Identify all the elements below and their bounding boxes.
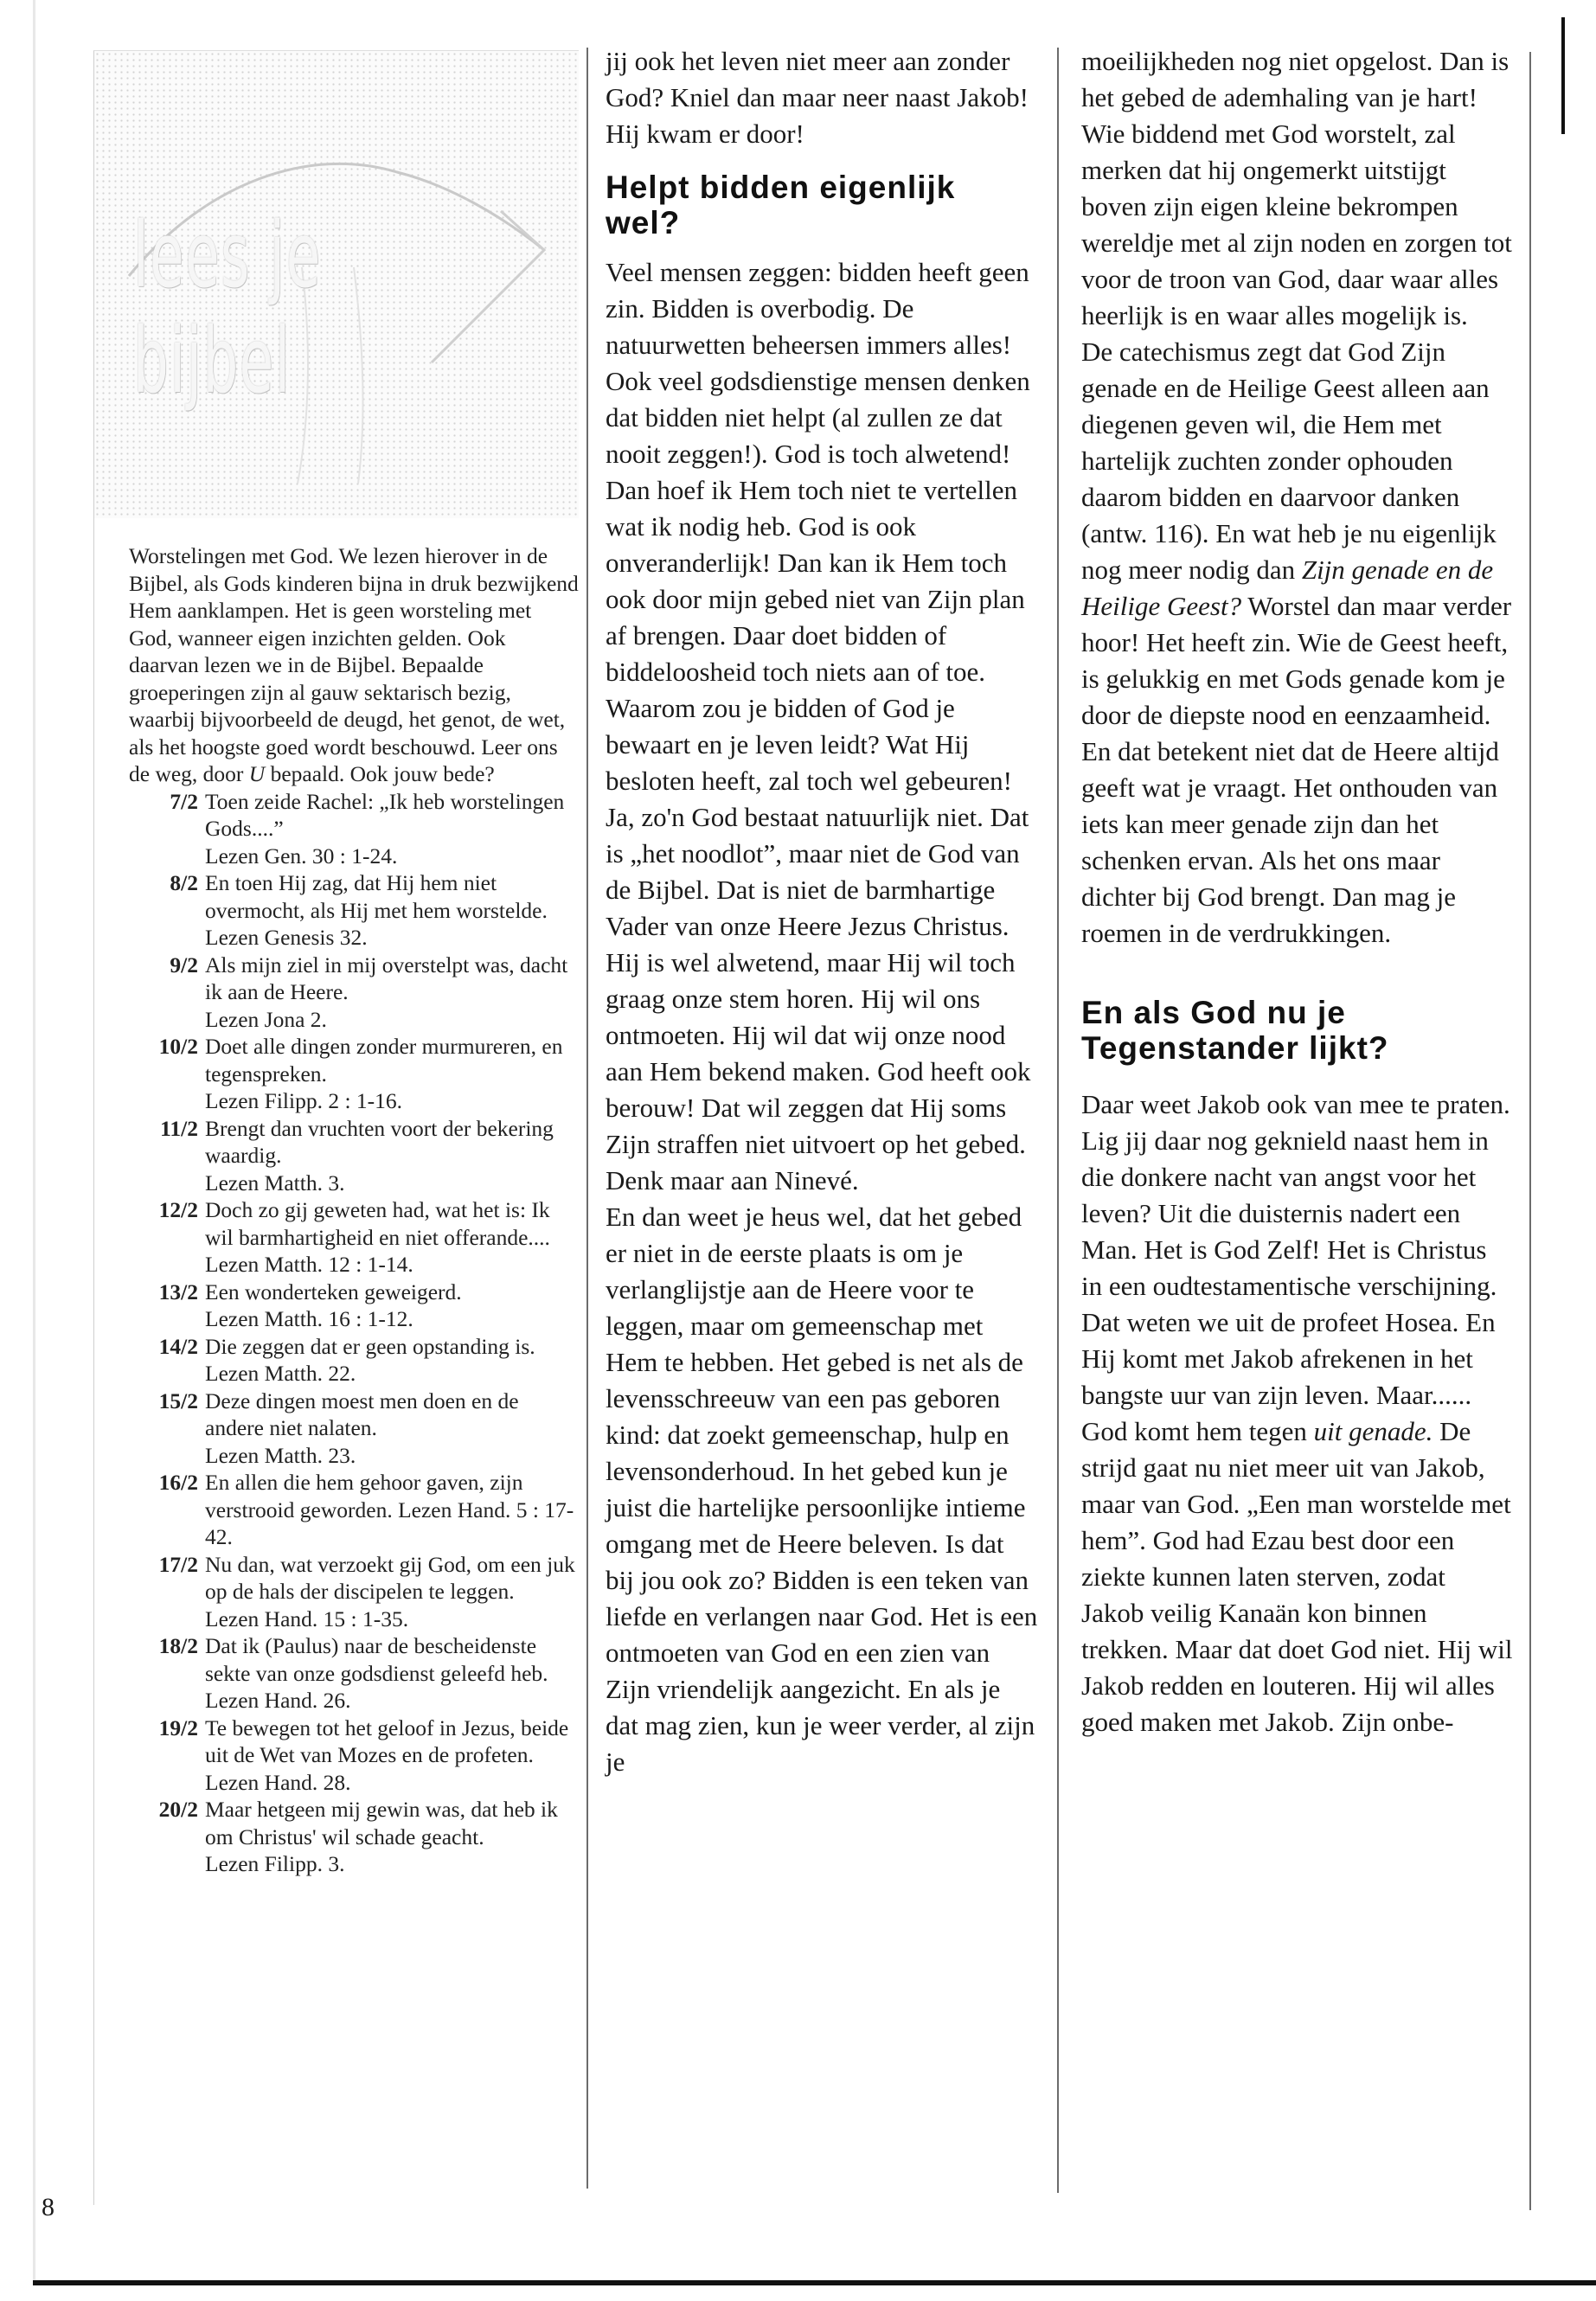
reading-text: Dat ik (Paulus) naar de bescheidenste sekte van onze godsdienst geleefd heb. (205, 1633, 548, 1686)
section-heading: Helpt bidden eigenlijk wel? (606, 170, 956, 240)
lees-je-bijbel-logo (94, 51, 579, 518)
reading-text: En allen die hem gehoor gaven, zijn verstrooid geworden. Lezen Hand. 5 : 17-42. (205, 1470, 574, 1549)
reading-reference: Lezen Matth. 16 : 1-12. (205, 1306, 413, 1331)
reading-text: Een wonderteken geweigerd. (205, 1279, 462, 1304)
reading-item (129, 1796, 579, 1878)
reading-date: 17/2 (158, 1551, 198, 1577)
column-divider (1057, 48, 1059, 2193)
reading-text: Die zeggen dat er geen opstanding is. (205, 1333, 535, 1359)
reading-schedule-sidebar (93, 50, 579, 2205)
reading-item (129, 1115, 579, 1197)
reading-reference: Lezen Matth. 12 : 1-14. (205, 1252, 413, 1277)
reading-text: Toen zeide Rachel: „Ik heb worstelingen Gods....” (205, 788, 565, 841)
reading-item (129, 1469, 579, 1551)
paragraph-text: De catechismus zegt dat God Zijn genade en de Heilige Geest alleen aan diegenen geven wil, die Hem met hartelijk zuchten zonder ophouden daarom bidden en daarvoor danken (antw. 116). En wat heb je nu eigenlijk nog meer nodig dan (1081, 336, 1497, 585)
sidebar-intro (129, 542, 579, 788)
reading-date: 18/2 (158, 1633, 198, 1658)
reading-reference: Lezen Matth. 23. (205, 1442, 356, 1468)
article-paragraph: Wie biddend met God worstelt, zal merken dat hij ongemerkt uitstijgt boven zijn eigen kleine bekrompen wereldje met al zijn noden en zorgen tot voor de troon van God, daar waar alles heerlijk is en waar alles mogelijk is. (1081, 119, 1512, 330)
reading-list (129, 788, 579, 1878)
section-heading: En als God nu je Tegenstander lijkt? (1081, 995, 1389, 1066)
reading-reference: Lezen Hand. 15 : 1-35. (205, 1606, 409, 1631)
reading-date: 14/2 (158, 1333, 198, 1359)
reading-reference: Lezen Filipp. 2 : 1-16. (205, 1088, 403, 1113)
logo-title: lees je bijbel (133, 202, 322, 413)
reading-reference: Lezen Hand. 26. (205, 1688, 351, 1713)
reading-reference: Lezen Genesis 32. (205, 925, 368, 950)
reading-text: En toen Hij zag, dat Hij hem niet overmocht, als Hij met hem worstelde. (205, 870, 548, 923)
reading-item (129, 869, 579, 952)
reading-reference: Lezen Matth. 3. (205, 1170, 345, 1195)
reading-item (129, 1033, 579, 1115)
intro-text-end: bepaald. Ook jouw bede? (265, 761, 495, 786)
article-column-2 (606, 43, 1038, 1780)
article-paragraph (1081, 334, 1514, 952)
article-paragraph: moeilijkheden nog niet opgelost. Dan is het gebed de ademhaling van je hart! (1081, 46, 1509, 112)
reading-text: Maar hetgeen mij gewin was, dat heb ik om Christus' wil schade geacht. (205, 1797, 558, 1849)
article-paragraph: Veel mensen zeggen: bidden heeft geen zin. Bidden is overbodig. De natuurwetten beheersen immers alles! Ook veel godsdienstige mensen denken dat bidden niet helpt (al zullen ze dat nooit zeggen!). God is toch alwetend! Dan hoef ik Hem toch niet te vertellen wat ik nodig heb. God is ook onveranderlijk! Dan kan ik Hem toch ook door mijn gebed niet van Zijn plan af brengen. Daar doet bidden of biddeloosheid toch niets aan of toe. Waarom zou je bidden of God je bewaart en je leven leidt? Wat Hij besloten heeft, zal toch wel gebeuren! (606, 257, 1030, 796)
reading-date: 16/2 (158, 1470, 198, 1495)
reading-reference: Lezen Matth. 22. (205, 1361, 356, 1386)
top-right-rule (1561, 17, 1565, 134)
sidebar-text (129, 542, 579, 1878)
paragraph-text: De strijd gaat nu niet meer uit van Jakob, maar van God. „Een man worstelde met hem”. God had Ezau best door een ziekte kunnen laten sterven, zodat Jakob veilig Kanaän kon binnen trekken. Maar dat doet God niet. Hij wil Jakob redden en louteren. Hij wil alles goed maken met Jakob. Zijn onbe- (1081, 1416, 1513, 1737)
column-divider (1529, 52, 1531, 2210)
reading-item (129, 1196, 579, 1279)
reading-date: 15/2 (158, 1388, 198, 1413)
reading-date: 12/2 (158, 1197, 198, 1222)
article-column-3 (1081, 43, 1514, 1740)
reading-date: 13/2 (158, 1279, 198, 1304)
reading-text: Te bewegen tot het geloof in Jezus, beide uit de Wet van Mozes en de profeten. (205, 1715, 569, 1767)
bottom-rule (33, 2280, 1596, 2285)
reading-item (129, 1279, 579, 1333)
page-number: 8 (42, 2193, 54, 2221)
reading-reference: Lezen Filipp. 3. (205, 1851, 345, 1876)
intro-emphasis: U (248, 761, 266, 786)
reading-text: Doet alle dingen zonder murmureren, en tegenspreken. (205, 1034, 563, 1086)
reading-text: Brengt dan vruchten voort der bekering waardig. (205, 1115, 554, 1168)
reading-item (129, 952, 579, 1034)
reading-date: 9/2 (170, 952, 198, 977)
reading-date: 11/2 (160, 1115, 198, 1141)
scan-edge (33, 0, 35, 2284)
reading-text: Als mijn ziel in mij overstelpt was, dacht ik aan de Heere. (205, 952, 568, 1004)
reading-item (129, 1551, 579, 1633)
reading-text: Doch zo gij geweten had, wat het is: Ik wil barmhartigheid en niet offerande.... (205, 1197, 550, 1250)
paragraph-text: Worstel dan maar verder hoor! Het heeft zin. Wie de Geest heeft, is gelukkig en met Gods genade kom je door de diepste nood en eenzaamheid. En dat betekent niet dat de Heere altijd geeft wat je vraagt. Het onthouden van iets kan meer genade zijn dan het schenken ervan. Als het ons maar dichter bij God brengt. Dan mag je roemen in de verdrukkingen. (1081, 591, 1512, 948)
reading-reference: Lezen Gen. 30 : 1-24. (205, 843, 398, 868)
reading-item (129, 1715, 579, 1797)
reading-date: 8/2 (170, 870, 198, 895)
reading-item (129, 1632, 579, 1715)
reading-item (129, 788, 579, 870)
intro-text: Worstelingen met God. We lezen hierover in de Bijbel, als Gods kinderen bijna in druk bezwijkend Hem aanklampen. Het is geen worsteling met God, wanneer eigen inzichten gelden. Ook daarvan lezen we in de Bijbel. Bepaalde groeperingen zijn al gauw sektarisch bezig, waarbij bijvoorbeeld de deugd, het genot, de wet, als het hoogste goed wordt beschouwd. Leer ons de weg, door (129, 543, 579, 786)
paragraph-emphasis: Zijn genade en de Heilige Geest? (1081, 554, 1494, 621)
reading-item (129, 1333, 579, 1388)
reading-date: 7/2 (170, 788, 198, 814)
reading-item (129, 1388, 579, 1470)
article-paragraph: En dan weet je heus wel, dat het gebed er niet in de eerste plaats is om je verlanglijstje aan de Heere voor te leggen, maar om gemeenschap met Hem te hebben. Het gebed is net als de levensschreeuw van een pas geboren kind: dat zoekt gemeenschap, hulp en levensonderhoud. In het gebed kun je juist die hartelijke persoonlijke intieme omgang met de Heere beleven. Is dat bij jou ook zo? Bidden is een teken van liefde en verlangen naar God. Het is een ontmoeten van God en een zien van Zijn vriendelijk aangezicht. En als je dat mag zien, kun je weer verder, al zijn je (606, 1202, 1038, 1777)
article-paragraph (1081, 1086, 1514, 1740)
reading-date: 20/2 (158, 1797, 198, 1822)
column-divider (586, 48, 588, 2189)
paragraph-text: Daar weet Jakob ook van mee te praten. Lig jij daar nog geknield naast hem in die donkere nacht van angst voor het leven? Uit die duisternis nadert een Man. Het is God Zelf! Het is Christus in een oudtestamentische verschijning. Dat weten we uit de profeet Hosea. En Hij komt met Jakob afrekenen in het bangste uur van zijn leven. Maar...... God komt hem tegen (1081, 1089, 1510, 1446)
reading-date: 19/2 (158, 1715, 198, 1740)
reading-text: Nu dan, wat verzoekt gij God, om een juk op de hals der discipelen te leggen. (205, 1551, 575, 1604)
reading-reference: Lezen Jona 2. (205, 1006, 327, 1032)
reading-text: Deze dingen moest men doen en de andere niet nalaten. (205, 1388, 519, 1440)
paragraph-emphasis: uit genade. (1313, 1416, 1433, 1446)
article-paragraph: Ja, zo'n God bestaat natuurlijk niet. Dat is „het noodlot”, maar niet de God van de Bijbel. Dat is niet de barmhartige Vader van onze Heere Jezus Christus. Hij is wel alwetend, maar Hij wil toch graag onze stem horen. Hij wil ons ontmoeten. Hij wil dat wij onze nood aan Hem bekend maken. God heeft ook berouw! Dat wil zeggen dat Hij soms Zijn straffen niet uitvoert op het gebed. Denk maar aan Ninevé. (606, 802, 1031, 1195)
reading-date: 10/2 (158, 1034, 198, 1059)
article-paragraph: jij ook het leven niet meer aan zonder God? Kniel dan maar neer naast Jakob! Hij kwam er door! (606, 46, 1029, 149)
reading-reference: Lezen Hand. 28. (205, 1769, 351, 1795)
